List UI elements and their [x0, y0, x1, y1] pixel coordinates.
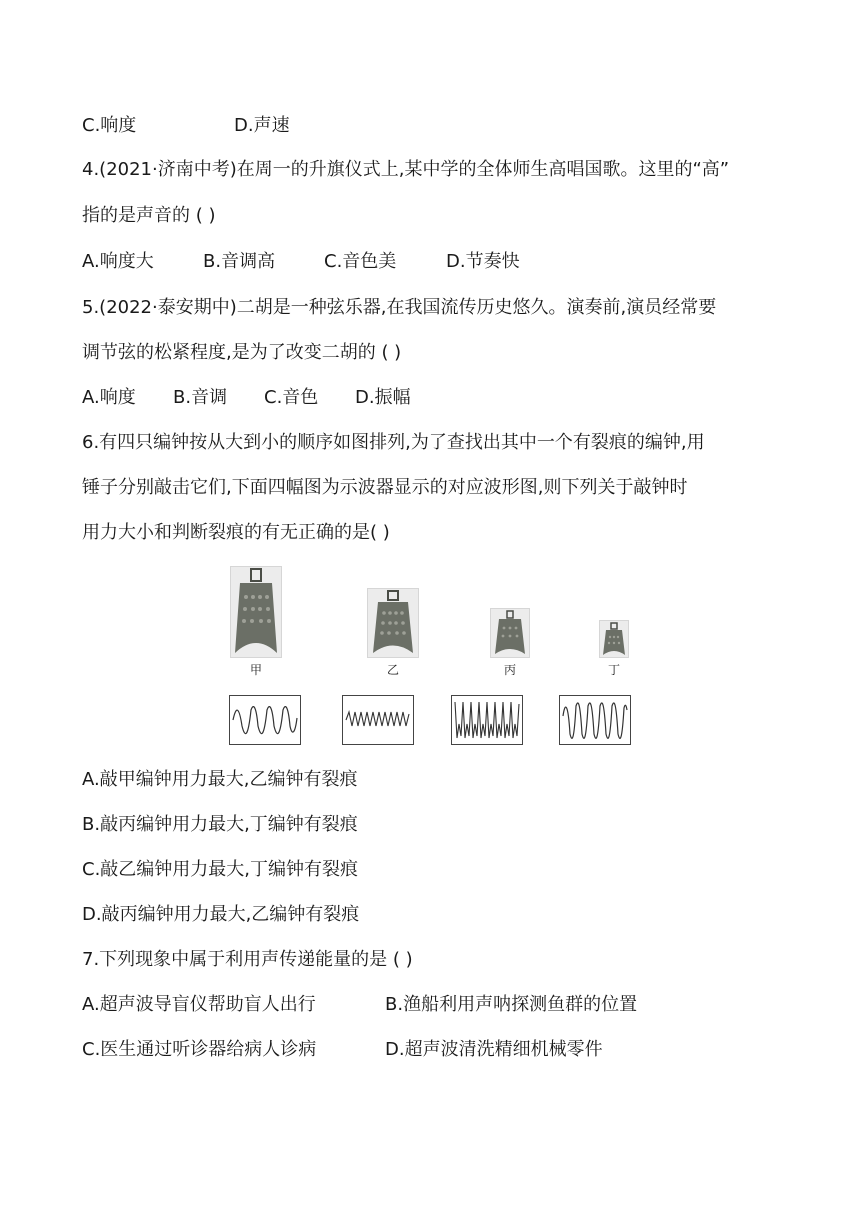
- waveform-jia: [229, 695, 301, 745]
- q3-option-c[interactable]: C.响度: [82, 115, 137, 136]
- q6-stem-line2: 锤子分别敲击它们,下面四幅图为示波器显示的对应波形图,则下列关于敲钟时: [82, 477, 688, 498]
- q5-option-d[interactable]: D.振幅: [355, 387, 411, 408]
- bells-figure: [226, 562, 646, 752]
- q6-option-c[interactable]: C.敲乙编钟用力最大,丁编钟有裂痕: [82, 859, 359, 880]
- bell-label-ding: 丁: [607, 663, 620, 677]
- q7-option-a[interactable]: A.超声波导盲仪帮助盲人出行: [82, 994, 316, 1015]
- bell-ding-image: [599, 620, 629, 658]
- q4-option-a[interactable]: A.响度大: [82, 251, 154, 272]
- q6-option-a[interactable]: A.敲甲编钟用力最大,乙编钟有裂痕: [82, 769, 358, 790]
- q5-stem-line1: 5.(2022·泰安期中)二胡是一种弦乐器,在我国流传历史悠久。演奏前,演员经常要: [82, 297, 717, 318]
- q7-stem: 7.下列现象中属于利用声传递能量的是 ( ): [82, 949, 413, 970]
- bell-icon: [491, 609, 529, 657]
- bell-yi-image: [367, 588, 419, 658]
- waveform-yi-plot: [343, 696, 413, 744]
- q7-option-c[interactable]: C.医生通过听诊器给病人诊病: [82, 1039, 317, 1060]
- q6-option-b[interactable]: B.敲丙编钟用力最大,丁编钟有裂痕: [82, 814, 358, 835]
- waveform-yi: [342, 695, 414, 745]
- q3-option-d[interactable]: D.声速: [234, 115, 290, 136]
- q6-stem-line1: 6.有四只编钟按从大到小的顺序如图排列,为了查找出其中一个有裂痕的编钟,用: [82, 432, 705, 453]
- q4-stem-line2: 指的是声音的 ( ): [82, 205, 216, 226]
- bell-icon: [231, 567, 281, 657]
- q5-option-b[interactable]: B.音调: [173, 387, 228, 408]
- bell-label-yi: 乙: [386, 663, 399, 677]
- q4-option-b[interactable]: B.音调高: [203, 251, 276, 272]
- q6-stem-line3: 用力大小和判断裂痕的有无正确的是( ): [82, 522, 390, 543]
- waveform-bing: [451, 695, 523, 745]
- waveform-bing-plot: [452, 696, 522, 744]
- bell-jia-image: [230, 566, 282, 658]
- waveform-jia-plot: [230, 696, 300, 744]
- q5-option-c[interactable]: C.音色: [264, 387, 319, 408]
- waveform-ding-plot: [560, 696, 630, 744]
- q5-option-a[interactable]: A.响度: [82, 387, 136, 408]
- waveform-ding: [559, 695, 631, 745]
- bell-label-bing: 丙: [503, 663, 516, 677]
- q4-option-d[interactable]: D.节奏快: [446, 251, 520, 272]
- q5-stem-line2: 调节弦的松紧程度,是为了改变二胡的 ( ): [82, 342, 402, 363]
- q7-option-d[interactable]: D.超声波清洗精细机械零件: [385, 1039, 603, 1060]
- q4-option-c[interactable]: C.音色美: [324, 251, 397, 272]
- bell-icon: [600, 621, 628, 657]
- q6-option-d[interactable]: D.敲丙编钟用力最大,乙编钟有裂痕: [82, 904, 360, 925]
- bell-bing-image: [490, 608, 530, 658]
- bell-label-jia: 甲: [249, 663, 262, 677]
- bell-icon: [368, 589, 418, 657]
- q4-stem-line1: 4.(2021·济南中考)在周一的升旗仪式上,某中学的全体师生高唱国歌。这里的“高”: [82, 159, 730, 180]
- q7-option-b[interactable]: B.渔船利用声呐探测鱼群的位置: [385, 994, 638, 1015]
